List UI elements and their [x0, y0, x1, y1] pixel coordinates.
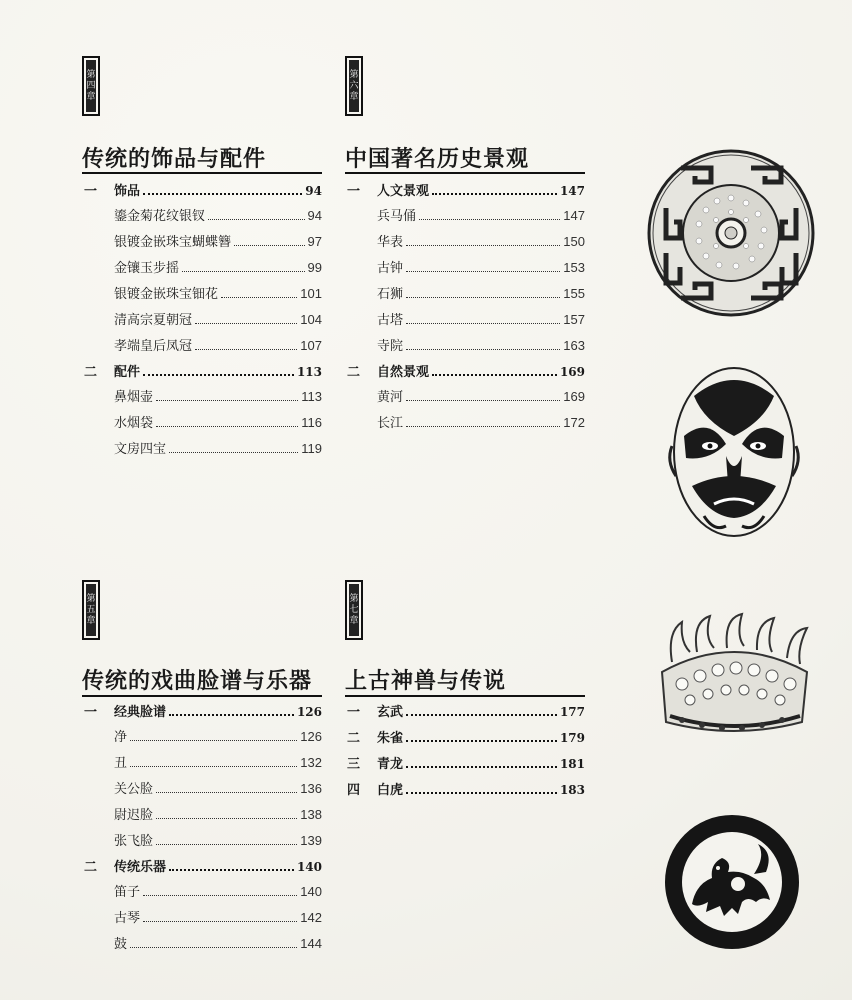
leader-dots — [182, 271, 305, 272]
toc-section[interactable] — [347, 701, 585, 720]
leader-dots — [169, 869, 294, 871]
badge-char: 章 — [86, 91, 96, 102]
chapter-badge — [345, 580, 363, 640]
page-number: 179 — [559, 731, 585, 745]
leader-dots — [169, 452, 298, 453]
chapter-badge — [82, 56, 100, 116]
item-label: 水烟袋 — [114, 415, 154, 430]
toc-item[interactable] — [114, 726, 322, 745]
item-label: 文房四宝 — [114, 441, 167, 456]
toc-section[interactable] — [84, 856, 322, 875]
badge-char: 第 — [349, 69, 359, 80]
leader-dots — [156, 426, 298, 427]
leader-dots — [406, 323, 560, 324]
page-number: 183 — [559, 783, 585, 797]
badge-char: 五 — [86, 604, 96, 615]
item-label: 鼻烟壶 — [114, 389, 154, 404]
leader-dots — [406, 349, 560, 350]
toc-item[interactable] — [114, 231, 322, 250]
item-label: 清高宗夏朝冠 — [114, 312, 193, 327]
item-label: 黄河 — [377, 389, 404, 404]
section-label: 人文景观 — [377, 184, 430, 199]
chapter-rule — [345, 695, 585, 697]
page-number: 94 — [305, 184, 322, 198]
section-number: 二 — [84, 365, 98, 380]
toc-item[interactable] — [114, 438, 322, 457]
page-number: 147 — [559, 184, 585, 198]
page-number: 94 — [307, 208, 322, 223]
toc-section[interactable] — [84, 361, 322, 380]
section-number: 四 — [347, 783, 361, 798]
leader-dots — [156, 792, 297, 793]
toc-item[interactable] — [377, 257, 585, 276]
badge-char: 六 — [349, 80, 359, 91]
section-label: 经典脸谱 — [114, 705, 167, 720]
leader-dots — [169, 714, 294, 716]
section-label: 自然景观 — [377, 365, 430, 380]
page-number: 153 — [563, 260, 585, 275]
toc-item[interactable] — [377, 386, 585, 405]
item-label: 金镶玉步摇 — [114, 260, 180, 275]
page-number: 113 — [296, 365, 322, 379]
section-label: 配件 — [114, 365, 141, 380]
page-number: 163 — [563, 338, 585, 353]
toc-item[interactable] — [114, 412, 322, 431]
page-number: 107 — [300, 338, 322, 353]
leader-dots — [195, 323, 297, 324]
section-label: 青龙 — [377, 757, 404, 772]
chapter-badge — [82, 580, 100, 640]
chapter-title: 传统的饰品与配件 — [82, 146, 267, 172]
leader-dots — [406, 297, 560, 298]
leader-dots — [156, 400, 298, 401]
leader-dots — [406, 400, 560, 401]
badge-char: 章 — [349, 615, 359, 626]
toc-section[interactable] — [84, 701, 322, 720]
item-label: 古钟 — [377, 260, 404, 275]
leader-dots — [143, 895, 297, 896]
toc-item[interactable] — [114, 907, 322, 926]
toc-section[interactable] — [347, 180, 585, 199]
item-label: 石狮 — [377, 286, 404, 301]
section-label: 白虎 — [377, 783, 404, 798]
leader-dots — [195, 349, 297, 350]
page-number: 150 — [563, 234, 585, 249]
toc-item[interactable] — [377, 205, 585, 224]
section-number: 二 — [347, 731, 361, 746]
toc-item[interactable] — [114, 309, 322, 328]
chapter-badge — [345, 56, 363, 116]
leader-dots — [130, 766, 297, 767]
section-number: 一 — [347, 184, 361, 199]
section-number: 一 — [347, 705, 361, 720]
item-label: 丑 — [114, 755, 128, 770]
chapter-title: 中国著名历史景观 — [345, 146, 530, 172]
page-number: 155 — [563, 286, 585, 301]
section-number: 二 — [347, 365, 361, 380]
item-label: 银镀金嵌珠宝蝴蝶簪 — [114, 234, 232, 249]
page-number: 177 — [559, 705, 585, 719]
toc-item[interactable] — [114, 205, 322, 224]
leader-dots — [406, 245, 560, 246]
page-number: 139 — [300, 833, 322, 848]
toc-item[interactable] — [377, 309, 585, 328]
toc-item[interactable] — [114, 283, 322, 302]
page-number: 126 — [300, 729, 322, 744]
toc-item[interactable] — [114, 881, 322, 900]
section-number: 一 — [84, 184, 98, 199]
item-label: 尉迟脸 — [114, 807, 154, 822]
item-label: 寺院 — [377, 338, 404, 353]
opera-mask-illustration — [664, 366, 804, 541]
toc-item[interactable] — [377, 335, 585, 354]
badge-char: 章 — [349, 91, 359, 102]
page-number: 169 — [559, 365, 585, 379]
toc-item[interactable] — [114, 752, 322, 771]
page-number: 144 — [300, 936, 322, 951]
toc-section[interactable] — [347, 753, 585, 772]
badge-char: 第 — [349, 593, 359, 604]
page-number: 119 — [301, 441, 322, 456]
badge-char: 第 — [86, 69, 96, 80]
section-label: 饰品 — [114, 184, 141, 199]
page-number: 140 — [300, 884, 322, 899]
badge-char: 章 — [86, 615, 96, 626]
item-label: 古琴 — [114, 910, 141, 925]
item-label: 张飞脸 — [114, 833, 154, 848]
toc-item[interactable] — [114, 933, 322, 952]
leader-dots — [208, 219, 305, 220]
leader-dots — [406, 271, 560, 272]
page-number: 140 — [296, 860, 322, 874]
chapter-rule — [82, 695, 322, 697]
chapter-title: 传统的戏曲脸谱与乐器 — [82, 668, 313, 694]
toc-item[interactable] — [377, 283, 585, 302]
leader-dots — [130, 740, 297, 741]
item-label: 华表 — [377, 234, 404, 249]
page-number: 116 — [301, 415, 322, 430]
page-number: 126 — [296, 705, 322, 719]
badge-char: 七 — [349, 604, 359, 615]
item-label: 长江 — [377, 415, 404, 430]
page-number: 172 — [563, 415, 585, 430]
item-label: 兵马俑 — [377, 208, 417, 223]
section-number: 三 — [347, 757, 361, 772]
chapter-rule — [82, 172, 322, 174]
item-label: 银镀金嵌珠宝钿花 — [114, 286, 219, 301]
toc-item[interactable] — [114, 830, 322, 849]
leader-dots — [156, 844, 297, 845]
leader-dots — [419, 219, 560, 220]
leader-dots — [130, 947, 297, 948]
item-label: 鎏金菊花纹银钗 — [114, 208, 206, 223]
leader-dots — [221, 297, 297, 298]
leader-dots — [406, 426, 560, 427]
leader-dots — [406, 792, 557, 794]
page-number: 181 — [559, 757, 585, 771]
chapter-title: 上古神兽与传说 — [345, 668, 507, 694]
page-number: 104 — [300, 312, 322, 327]
toc-item[interactable] — [114, 804, 322, 823]
page-number: 97 — [307, 234, 322, 249]
page-number: 113 — [301, 389, 322, 404]
leader-dots — [143, 374, 294, 376]
toc-item[interactable] — [114, 257, 322, 276]
leader-dots — [432, 193, 557, 195]
page-number: 169 — [563, 389, 585, 404]
badge-char: 第 — [86, 593, 96, 604]
item-label: 关公脸 — [114, 781, 154, 796]
page-number: 99 — [307, 260, 322, 275]
page-number: 136 — [300, 781, 322, 796]
toc-item[interactable] — [377, 231, 585, 250]
leader-dots — [143, 193, 302, 195]
toc-item[interactable] — [377, 412, 585, 431]
item-label: 孝端皇后凤冠 — [114, 338, 193, 353]
toc-item[interactable] — [114, 778, 322, 797]
tiger-roundel-illustration — [662, 812, 802, 952]
toc-item[interactable] — [114, 335, 322, 354]
fret-disc-illustration — [646, 148, 816, 318]
item-label: 净 — [114, 729, 128, 744]
page-number: 101 — [300, 286, 322, 301]
crown-illustration — [652, 612, 817, 742]
toc-section[interactable] — [347, 779, 585, 798]
toc-item[interactable] — [114, 386, 322, 405]
section-label: 传统乐器 — [114, 860, 167, 875]
item-label: 鼓 — [114, 936, 128, 951]
page-number: 157 — [563, 312, 585, 327]
section-label: 玄武 — [377, 705, 404, 720]
page-number: 138 — [300, 807, 322, 822]
leader-dots — [406, 714, 557, 716]
chapter-rule — [345, 172, 585, 174]
toc-section[interactable] — [347, 361, 585, 380]
leader-dots — [143, 921, 297, 922]
section-label: 朱雀 — [377, 731, 404, 746]
leader-dots — [432, 374, 557, 376]
leader-dots — [234, 245, 305, 246]
leader-dots — [406, 740, 557, 742]
page-number: 142 — [300, 910, 322, 925]
item-label: 古塔 — [377, 312, 404, 327]
toc-section[interactable] — [347, 727, 585, 746]
item-label: 笛子 — [114, 884, 141, 899]
section-number: 二 — [84, 860, 98, 875]
toc-section[interactable] — [84, 180, 322, 199]
page-number: 132 — [300, 755, 322, 770]
page-number: 147 — [563, 208, 585, 223]
badge-char: 四 — [86, 80, 96, 91]
section-number: 一 — [84, 705, 98, 720]
leader-dots — [156, 818, 297, 819]
leader-dots — [406, 766, 557, 768]
